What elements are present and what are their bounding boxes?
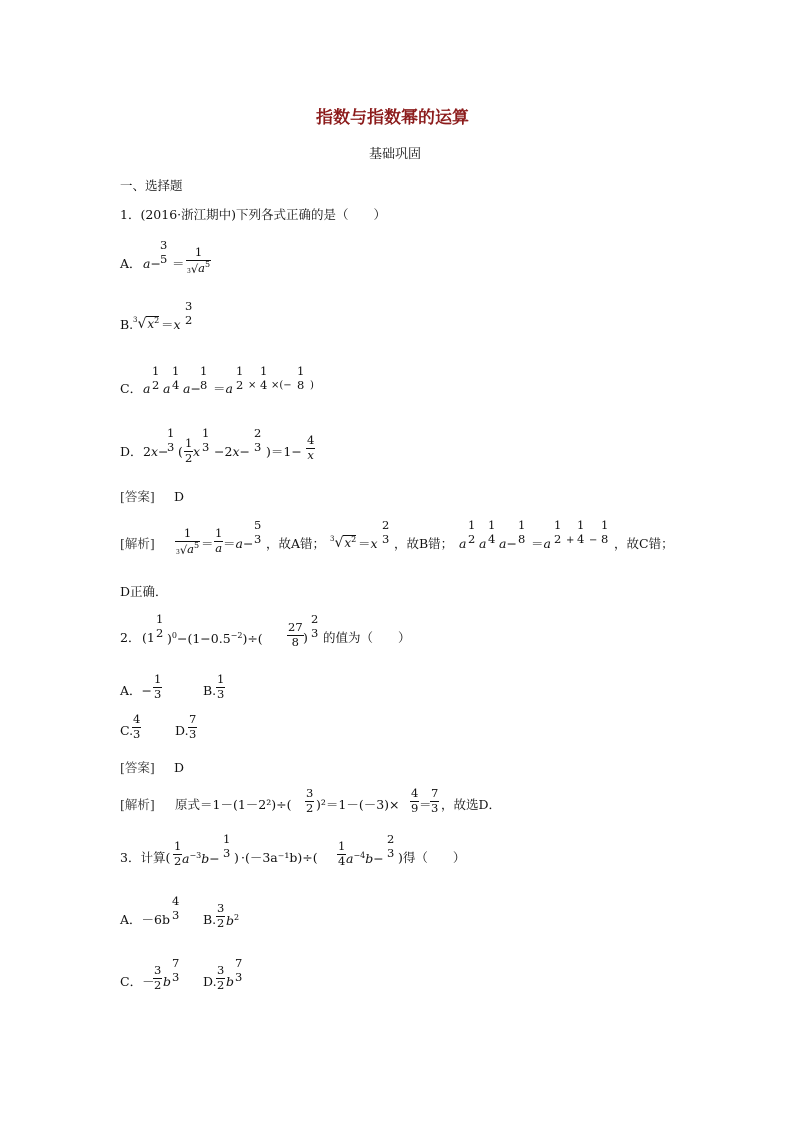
q1-option-d-exp3: 2 3 xyxy=(254,426,262,454)
q1-option-a-a: a− xyxy=(143,256,161,271)
q1-option-c-exp1: 1 2 xyxy=(152,364,160,392)
q1-option-b-exp: 3 2 xyxy=(185,299,193,327)
q1-option-c-a1: a xyxy=(143,381,151,396)
q1-option-b-radical: $^3√x^2$ xyxy=(133,316,160,332)
q3-option-b-frac: 3 2 xyxy=(217,901,225,930)
q3-option-d-b: b xyxy=(226,974,235,989)
q1-option-c-times1: × xyxy=(248,380,257,391)
q1-option-d-minus: −2x− xyxy=(214,444,250,459)
q3-option-d-exp: 7 3 xyxy=(235,956,243,984)
q3-frac-quarter: 1 4 xyxy=(338,839,346,868)
q1-option-c-exp4: 1 2 xyxy=(236,364,244,392)
q2-expr: )$^0-(1-0.5^{-2})\div$( xyxy=(167,631,263,647)
q3-option-c-frac: 3 2 xyxy=(154,963,162,992)
q1-analysis-eq1: ＝ xyxy=(201,536,214,551)
q1-option-b-label: B. xyxy=(120,317,134,332)
q1-analysis-exp2: 2 3 xyxy=(382,518,390,546)
q1-analysis-minus: − xyxy=(589,535,598,546)
q3-close1: ) xyxy=(234,850,239,865)
q1-option-c-close: ) xyxy=(310,380,314,391)
q1-option-c-a2: a xyxy=(163,381,171,396)
q1-analysis-exp4: 1 4 xyxy=(488,518,496,546)
q1-analysis-frac1: 1 $3√a^5$ xyxy=(176,526,200,557)
q2-option-b-label: B. xyxy=(203,683,217,698)
q3-stem-tail: )得（ ） xyxy=(398,850,466,865)
q1-analysis-exp7: 1 4 xyxy=(577,518,585,546)
q1-analysis-tag: [解析] xyxy=(120,536,155,551)
q1-option-c-exp5: 1 4 xyxy=(260,364,268,392)
q1-option-a-rhs: 1 $3√a^5$ xyxy=(187,245,211,276)
q2-number: 2． xyxy=(120,630,141,645)
q2-answer-tag: [答案] xyxy=(120,760,155,775)
q2-stem-tail: 的值为（ ） xyxy=(323,630,411,645)
q1-analysis-exp3: 1 2 xyxy=(468,518,476,546)
q1-option-d-x: x xyxy=(193,444,201,459)
q2-analysis-text1: 原式＝1－(1－2²)÷( xyxy=(175,797,292,812)
q1-analysis-err-c: ，故C错； xyxy=(614,536,674,551)
q3-option-c-b: b xyxy=(163,974,172,989)
q1-option-a-exp: 3 5 xyxy=(160,238,168,266)
q2-analysis-frac1: 3 2 xyxy=(306,786,314,815)
q1-option-d-half: 1 2 xyxy=(185,436,193,465)
q1-option-d-rhs: )＝1− xyxy=(266,444,302,459)
q1-answer: D xyxy=(174,489,185,504)
q3-option-c-exp: 7 3 xyxy=(172,956,180,984)
q3-option-b-b: $b^2$ xyxy=(226,913,240,929)
page-subtitle: 基础巩固 xyxy=(369,147,422,162)
q1-analysis-a2: a xyxy=(479,536,487,551)
q3-stem-prefix: 3．计算( xyxy=(120,850,171,865)
q2-close: ) xyxy=(303,630,308,645)
q2-frac27-8: 27 8 xyxy=(288,620,303,649)
q2-analysis-frac2: 4 9 xyxy=(411,786,419,815)
q2-analysis-text3: ＝ xyxy=(419,797,432,812)
q1-option-a-label: A． xyxy=(120,256,142,271)
q3-stem-mid: ·(－3a⁻¹b)÷( xyxy=(241,850,318,865)
q1-option-b-eq: ＝x xyxy=(161,317,181,332)
q2-option-d-label: D. xyxy=(175,723,189,738)
q1-analysis-plus: + xyxy=(566,535,575,546)
q1-option-d-exp1: 1 3 xyxy=(167,426,175,454)
q2-analysis-tag: [解析] xyxy=(120,797,155,812)
q1-analysis-exp8: 1 8 xyxy=(601,518,609,546)
q2-exp1: 1 2 xyxy=(156,612,164,640)
q1-analysis-a3: a− xyxy=(499,536,517,551)
q1-option-c-label: C． xyxy=(120,381,143,396)
q2-option-a-frac: 1 3 xyxy=(154,672,162,701)
q2-option-c-label: C. xyxy=(120,723,134,738)
q1-answer-tag: [答案] xyxy=(120,489,155,504)
q2-option-a-label: A．− xyxy=(120,683,153,698)
q2-analysis-text4: ，故选D． xyxy=(441,797,502,812)
q3-frac-half: 1 2 xyxy=(174,839,182,868)
q2-option-b-frac: 1 3 xyxy=(217,672,225,701)
q1-analysis-eq4: ＝a xyxy=(531,536,551,551)
q1-option-a-eq: ＝ xyxy=(172,256,185,271)
q2-analysis-text2: )²＝1－(－3)× xyxy=(316,797,400,812)
q3-option-a-exp: 4 3 xyxy=(172,894,180,922)
q1-analysis-frac2: 1 a xyxy=(215,526,223,555)
q1-option-c-exp2: 1 4 xyxy=(172,364,180,392)
q1-option-c-eq: ＝a xyxy=(213,381,233,396)
q2-analysis-frac3: 7 3 xyxy=(431,786,439,815)
q1-analysis-exp5: 1 8 xyxy=(518,518,526,546)
q3-term1: $a^{-3}b-$ xyxy=(182,851,220,867)
q1-option-c-exp6: 1 8 xyxy=(297,364,305,392)
q2-answer: D xyxy=(174,760,185,775)
q3-exp2: 2 3 xyxy=(387,832,395,860)
q2-option-c-frac: 4 3 xyxy=(133,712,141,741)
q3-option-b-label: B. xyxy=(203,912,217,927)
q1-analysis-err-a: ，故A错； xyxy=(266,536,326,551)
q1-analysis-radical: $^3√x^2$ xyxy=(330,535,357,551)
q1-analysis-eq2: ＝a− xyxy=(223,536,254,551)
q1-option-c-times2: ×(− xyxy=(271,380,292,391)
q1-analysis-err-b: ，故B错； xyxy=(394,536,454,551)
q1-option-d-frac: 4 x xyxy=(307,433,315,462)
q1-option-c-exp3: 1 8 xyxy=(200,364,208,392)
q3-term2: $a^{-4}b-$ xyxy=(346,851,384,867)
q2-option-d-frac: 7 3 xyxy=(189,712,197,741)
q1-analysis-eq3: ＝x xyxy=(358,536,378,551)
q3-option-a-label: A．－6b xyxy=(120,912,170,927)
q3-exp1: 1 3 xyxy=(223,832,231,860)
q1-analysis-exp1: 5 3 xyxy=(254,518,262,546)
q3-option-d-frac: 3 2 xyxy=(217,963,225,992)
q1-analysis-a1: a xyxy=(459,536,467,551)
q1-option-d-exp2: 1 3 xyxy=(202,426,210,454)
section-heading: 一、选择题 xyxy=(120,178,183,193)
q1-stem: 1．(2016·浙江期中)下列各式正确的是（ ） xyxy=(120,207,386,222)
q1-option-c-a3: a− xyxy=(183,381,201,396)
q2-exp2: 2 3 xyxy=(311,612,319,640)
q1-analysis-tail: D正确． xyxy=(120,584,168,599)
q3-option-d-label: D. xyxy=(203,974,217,989)
q3-option-c-label: C．－ xyxy=(120,974,155,989)
q1-option-d-open: ( xyxy=(178,444,183,459)
q2-open1: (1 xyxy=(142,630,155,645)
q1-option-d-label: D． xyxy=(120,444,143,459)
page-title: 指数与指数幂的运算 xyxy=(316,108,469,128)
q1-option-d-2x: 2x− xyxy=(143,444,169,459)
q1-analysis-exp6: 1 2 xyxy=(554,518,562,546)
